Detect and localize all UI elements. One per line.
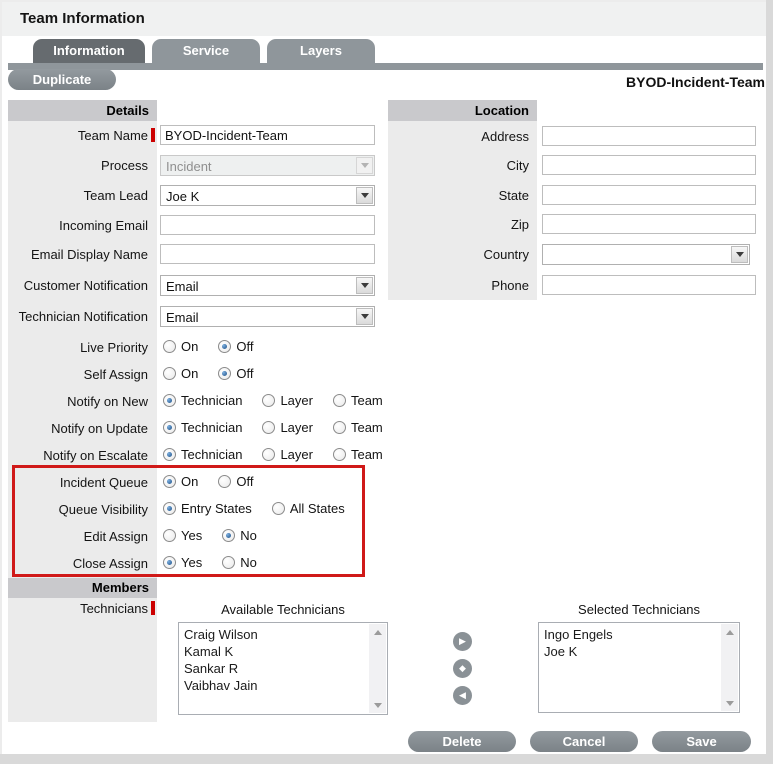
chevron-down-icon (356, 157, 373, 174)
notify-on-escalate-label: Notify on Escalate (43, 448, 148, 463)
scrollbar[interactable] (721, 624, 738, 711)
page-frame (0, 0, 2, 754)
queue-visibility-all-states-radio[interactable] (272, 502, 285, 515)
notify-update-layer-radio[interactable] (262, 421, 275, 434)
queue-visibility-entry-states-radio[interactable] (163, 502, 176, 515)
chevron-down-icon[interactable] (356, 187, 373, 204)
live-priority-radio-group: On Off (163, 338, 253, 354)
tab-layers[interactable]: Layers (267, 39, 375, 63)
edit-assign-radio-group: Yes No (163, 527, 257, 543)
self-assign-radio-group: On Off (163, 365, 253, 381)
list-item[interactable]: Craig Wilson (184, 627, 258, 642)
team-name-input[interactable] (160, 125, 375, 145)
country-select[interactable] (542, 244, 750, 265)
incident-queue-off-radio[interactable] (218, 475, 231, 488)
phone-label: Phone (491, 278, 529, 293)
technicians-label: Technicians (80, 601, 148, 616)
available-technicians-list[interactable] (178, 622, 388, 715)
notify-on-new-radio-group: Technician Layer Team (163, 392, 383, 408)
state-label: State (498, 188, 529, 203)
technician-notification-label: Technician Notification (18, 309, 148, 324)
live-priority-on-radio[interactable] (163, 340, 176, 353)
page-frame (0, 0, 766, 2)
tab-service[interactable]: Service (152, 39, 260, 63)
scroll-up-icon[interactable] (369, 624, 386, 640)
notify-on-new-label: Notify on New (67, 394, 148, 409)
notify-update-technician-radio[interactable] (163, 421, 176, 434)
scroll-down-icon[interactable] (721, 695, 738, 711)
close-assign-yes-radio[interactable] (163, 556, 176, 569)
scroll-up-icon[interactable] (721, 624, 738, 640)
move-right-button[interactable]: ▶ (453, 632, 472, 651)
team-name-required-icon (151, 128, 155, 142)
self-assign-on-radio[interactable] (163, 367, 176, 380)
incident-queue-label: Incident Queue (59, 475, 148, 490)
city-label: City (506, 158, 529, 173)
notify-escalate-technician-radio[interactable] (163, 448, 176, 461)
selected-technicians-title: Selected Technicians (578, 602, 700, 617)
email-display-name-input[interactable] (160, 244, 375, 264)
live-priority-off-radio[interactable] (218, 340, 231, 353)
notify-update-team-radio[interactable] (333, 421, 346, 434)
incoming-email-label: Incoming Email (59, 218, 148, 233)
city-input[interactable] (542, 155, 756, 175)
list-item[interactable]: Kamal K (184, 644, 234, 659)
phone-input[interactable] (542, 275, 756, 295)
notify-escalate-layer-radio[interactable] (262, 448, 275, 461)
technician-notification-select[interactable] (160, 306, 375, 327)
incident-queue-on-radio[interactable] (163, 475, 176, 488)
list-item[interactable]: Sankar R (184, 661, 239, 676)
close-assign-radio-group: Yes No (163, 554, 257, 570)
edit-assign-label: Edit Assign (83, 529, 148, 544)
location-section-header: Location (388, 100, 537, 121)
team-lead-select[interactable] (160, 185, 375, 206)
country-label: Country (483, 247, 529, 262)
process-select (160, 155, 375, 176)
team-name-label: Team Name (77, 128, 148, 143)
team-lead-value: Joe K (166, 189, 200, 204)
incoming-email-input[interactable] (160, 215, 375, 235)
notify-new-team-radio[interactable] (333, 394, 346, 407)
duplicate-button[interactable]: Duplicate (8, 69, 116, 90)
customer-notification-select[interactable] (160, 275, 375, 296)
customer-notification-value: Email (166, 279, 199, 294)
record-name: BYOD-Incident-Team (626, 74, 765, 90)
notify-new-technician-radio[interactable] (163, 394, 176, 407)
live-priority-label: Live Priority (80, 340, 148, 355)
address-label: Address (481, 129, 529, 144)
queue-visibility-label: Queue Visibility (58, 502, 148, 517)
zip-input[interactable] (542, 214, 756, 234)
process-value: Incident (166, 159, 212, 174)
edit-assign-yes-radio[interactable] (163, 529, 176, 542)
technician-notification-value: Email (166, 310, 199, 325)
notify-escalate-team-radio[interactable] (333, 448, 346, 461)
list-item[interactable]: Vaibhav Jain (184, 678, 258, 693)
queue-visibility-radio-group: Entry States All States (163, 500, 345, 516)
customer-notification-label: Customer Notification (23, 278, 148, 293)
zip-label: Zip (510, 217, 529, 232)
details-section-header: Details (8, 100, 157, 121)
edit-assign-no-radio[interactable] (222, 529, 235, 542)
scroll-down-icon[interactable] (369, 697, 386, 713)
notify-on-update-label: Notify on Update (51, 421, 148, 436)
tab-underline-bar (8, 63, 763, 70)
technicians-required-icon (151, 601, 155, 615)
move-left-button[interactable]: ◀ (453, 686, 472, 705)
move-all-button[interactable]: ◆ (453, 659, 472, 678)
window-title-bar (2, 2, 766, 36)
email-display-name-label: Email Display Name (30, 247, 148, 262)
chevron-down-icon[interactable] (731, 246, 748, 263)
incident-queue-radio-group: On Off (163, 473, 253, 489)
page-title: Team Information (20, 10, 145, 27)
cancel-button[interactable]: Cancel (530, 731, 638, 752)
chevron-down-icon[interactable] (356, 277, 373, 294)
state-input[interactable] (542, 185, 756, 205)
selected-technicians-list[interactable] (538, 622, 740, 713)
notify-new-layer-radio[interactable] (262, 394, 275, 407)
close-assign-no-radio[interactable] (222, 556, 235, 569)
process-label: Process (101, 158, 148, 173)
scrollbar[interactable] (369, 624, 386, 713)
available-technicians-title: Available Technicians (221, 602, 345, 617)
members-section-header: Members (8, 578, 157, 598)
page-frame (0, 754, 773, 764)
notify-on-update-radio-group: Technician Layer Team (163, 419, 383, 435)
notify-on-escalate-radio-group: Technician Layer Team (163, 446, 383, 462)
address-input[interactable] (542, 126, 756, 146)
save-button[interactable]: Save (652, 731, 751, 752)
page-frame (766, 0, 773, 764)
self-assign-off-radio[interactable] (218, 367, 231, 380)
close-assign-label: Close Assign (72, 556, 148, 571)
tab-information[interactable]: Information (33, 39, 145, 63)
list-item[interactable]: Ingo Engels (544, 627, 613, 642)
chevron-down-icon[interactable] (356, 308, 373, 325)
self-assign-label: Self Assign (83, 367, 148, 382)
delete-button[interactable]: Delete (408, 731, 516, 752)
list-item[interactable]: Joe K (544, 644, 578, 659)
team-lead-label: Team Lead (83, 188, 148, 203)
